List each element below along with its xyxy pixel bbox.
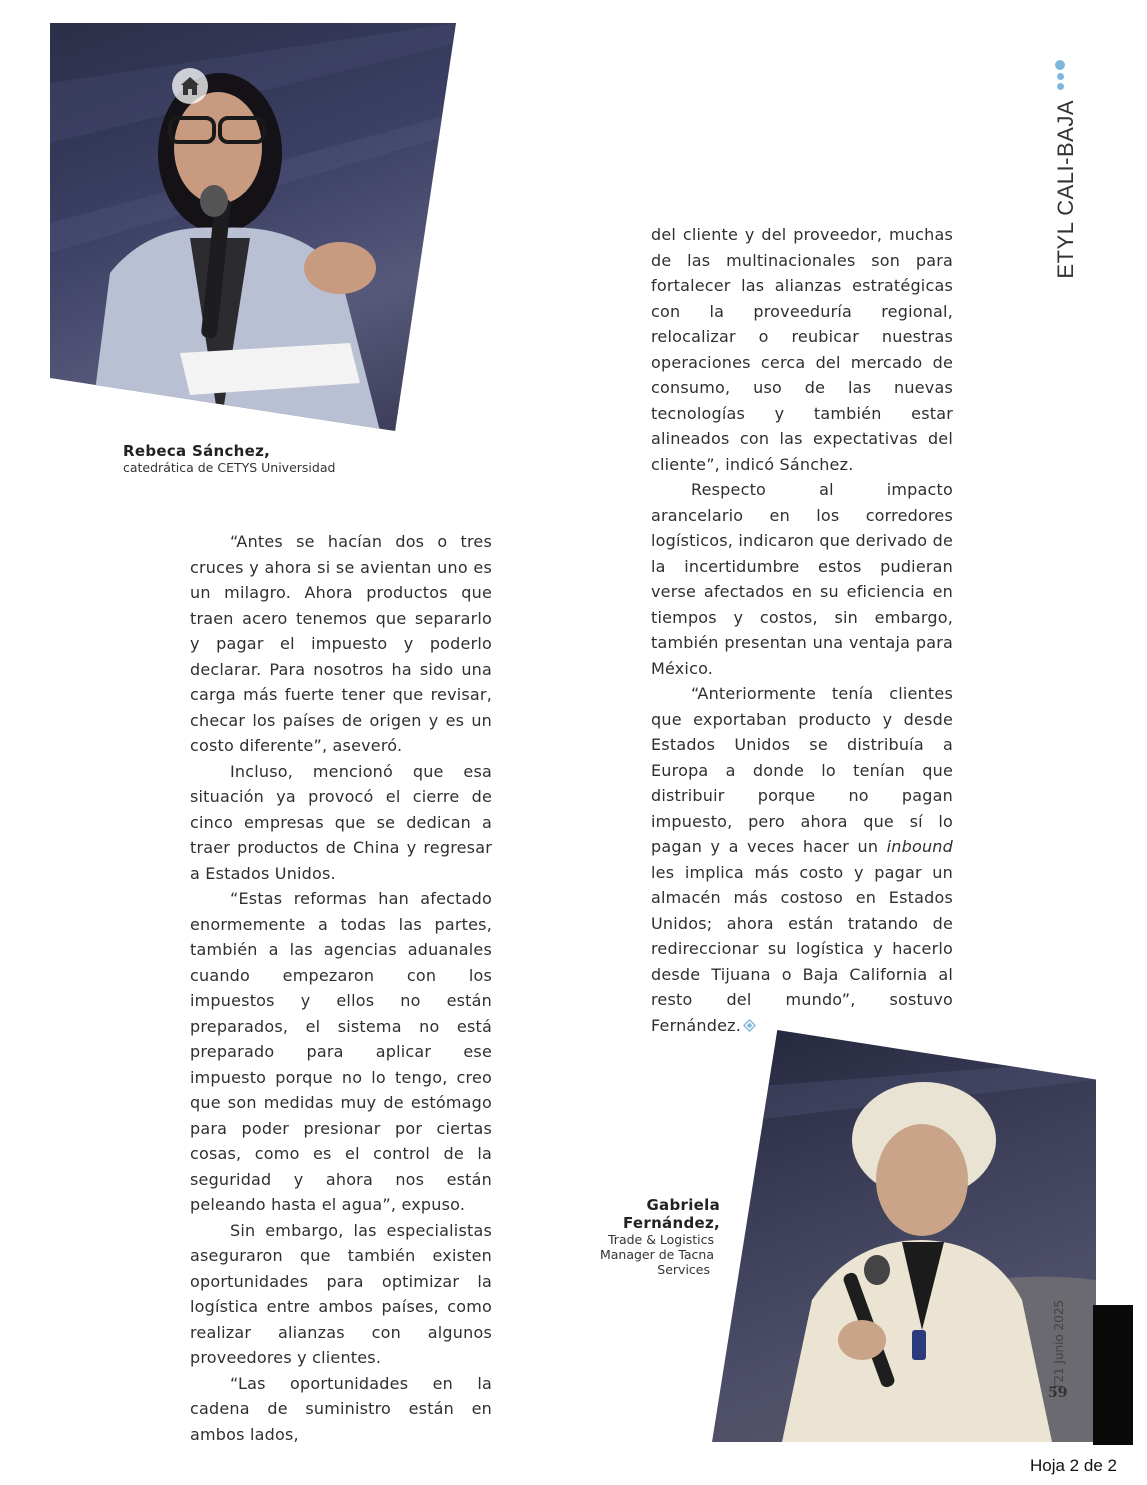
page-tab [1093,1305,1133,1445]
paragraph: “Estas reformas han afectado enormemente a todas las partes, también a las agencias aduanales cuando empezaron con los impuestos y ellos no están preparados, el sistema no está preparado para aplicar ese impuesto porque no lo tengo, creo que son medidas muy de estómago para poder presionar por ciertas cosas, como es el control de la seguridad y ahora nos están peleando hasta el agua”, expuso. [190,889,492,1214]
end-of-article-icon [743,1019,756,1032]
paragraph: Sin embargo, las especialistas aseguraron que también existen oportunidades para optimizar la logística entre ambos países, como realizar alianzas con algunos proveedores y clientes. [190,1220,492,1367]
paragraph: “Antes se hacían dos o tres cruces y ahora si se avientan uno es un milagro. Ahora productos que traen acero tenemos que separarlo y pagar el impuesto y poderlo declarar. Para nosotros ha sido una carga más fuerte tener que revisar, checar los países de origen y es un costo diferente”, aseveró. [190,532,492,755]
caption-gabriela [560,1196,720,1277]
article-column-1 [190,529,492,1447]
photo-gabriela-fernandez [712,1030,1096,1442]
speaker-silhouette-2 [712,1030,1096,1442]
caption-name: Gabriela [646,1196,720,1214]
section-title-text: ETYL CALI-BAJA [1053,100,1078,279]
dot-icon [1057,83,1064,90]
section-title [1046,100,1086,300]
paragraph: Incluso, mencionó que esa situación ya provocó el cierre de cinco empresas que se dedican a traer productos de China y regresar a Estados Unidos. [190,761,492,883]
section-dots [1055,60,1067,100]
caption-role: Trade & Logistics [608,1232,714,1247]
dot-icon [1057,73,1064,80]
speaker-silhouette-1 [50,23,456,431]
caption-name: Rebeca Sánchez, [123,442,271,460]
article-column-2 [651,222,953,1038]
paragraph: del cliente y del proveedor, muchas de las multinacionales son para fortalecer las alianzas estratégicas con la proveeduría regional, relocalizar o reubicar nuestras operaciones cerca del mercado de consumo, uso de las nuevas tecnologías y también estar alineados con las expectativas del cliente”, indicó Sánchez. [651,225,953,474]
caption-role: Services [657,1262,710,1277]
paragraph: “Las oportunidades en la cadena de suministro están en ambos lados, [190,1373,492,1444]
caption-role: Manager de Tacna [599,1247,714,1262]
paragraph-text: les implica más costo y pagar un almacén más costoso en Estados Unidos; ahora están tratando de redireccionar su logística y hacerlo desde Tijuana o Baja California al resto del mundo”, sostuvo Fernández. [651,862,953,1035]
issue-text: T21 Junio 2025 [1052,1299,1066,1390]
emphasis: inbound [886,837,953,856]
paragraph: Respecto al impacto arancelario en los corredores logísticos, indicaron que derivado de la incertidumbre estos pudieran verse afectados en su eficiencia en tiempos y costos, sin embargo, también presentan una ventaja para México. [651,480,953,678]
sheet-counter: Hoja 2 de 2 [1030,1456,1117,1475]
paragraph [651,681,953,1038]
dot-icon [1055,60,1065,70]
caption-role: catedrática de CETYS Universidad [123,460,336,475]
caption-name: Fernández, [622,1214,720,1232]
home-icon[interactable] [172,68,208,104]
paragraph-text: “Anteriormente tenía clientes que exportaban producto y desde Estados Unidos se distribuía a Europa a donde lo tenían que distribuir porque no pagan impuesto, pero ahora que sí lo pagan y a veces hacer un [651,684,953,856]
photo-rebeca-sanchez [50,23,456,431]
page-number: 59 [1048,1385,1068,1401]
caption-rebeca [123,442,335,475]
